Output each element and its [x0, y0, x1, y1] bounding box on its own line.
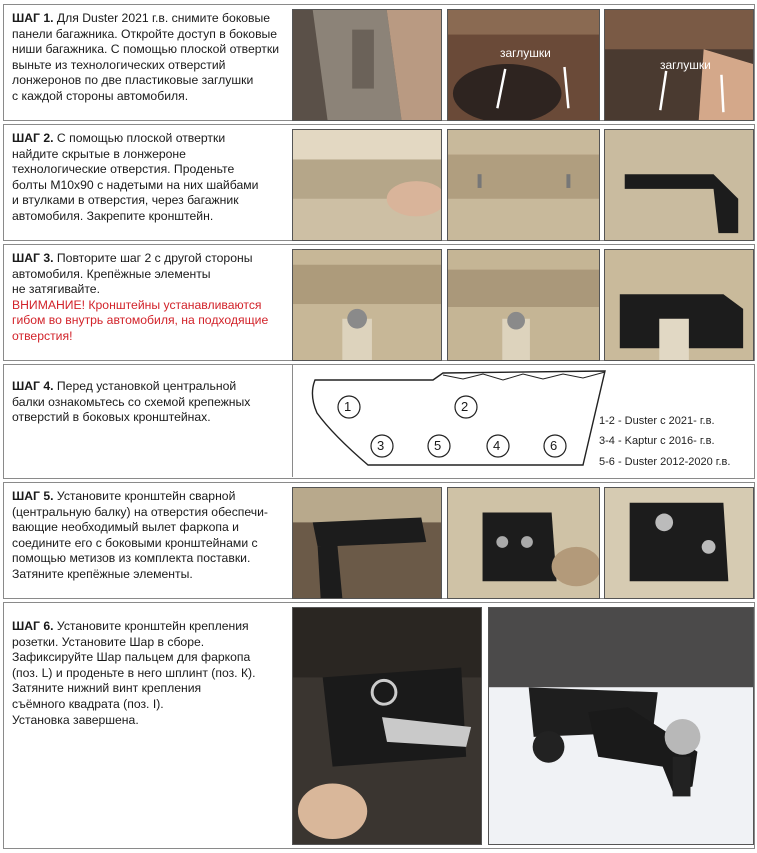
step-6 [3, 602, 755, 849]
step-1-photo-3 [604, 9, 754, 121]
legend-line-2: 3-4 - Kaptur с 2016- г.в. [599, 435, 715, 447]
step-3-photo-1 [292, 249, 442, 361]
step-1-photo-2 [447, 9, 600, 121]
step-2-text: ШАГ 2. С помощью плоской отвертки найдите скрытые в лонжероне технологические отверстия. Проденьте болты М10х90 с надетыми на них шайбами и втулками в отверстия, через багажник автомобиля. Закрепите кронштейн. [12, 131, 259, 223]
step-2-photo-3 [604, 129, 754, 241]
holes-diagram [292, 365, 755, 477]
step-1-photo-2-label: заглушки [500, 46, 551, 60]
step-1-label: ШАГ 1. [12, 11, 54, 25]
step-5 [3, 482, 755, 599]
legend-line-3: 5-6 - Duster 2012-2020 г.в. [599, 456, 731, 468]
step-6-photo-1 [292, 607, 482, 845]
step-1-photo-1 [292, 9, 442, 121]
hole-label-5: 5 [434, 438, 442, 453]
step-5-label: ШАГ 5. [12, 489, 54, 503]
step-2-photo-2 [447, 129, 600, 241]
step-3-warning-3: отверстия! [12, 328, 73, 343]
step-3-photo-2 [447, 249, 600, 361]
step-3-photo-3 [604, 249, 754, 361]
step-3-warning-2: гибом во внутрь автомобиля, на подходящие [12, 313, 269, 328]
legend-line-1: 1-2 - Duster с 2021- г.в. [599, 415, 715, 427]
step-4-label: ШАГ 4. [12, 379, 54, 393]
step-5-photo-1 [292, 487, 442, 599]
step-5-text: ШАГ 5. Установите кронштейн сварной (центральную балку) на отверстия обеспечи- вающие необходимый вылет фаркопа и соедините его с боковыми кронштейнами с помощью метизов из комплекта поставки. Затяните крепёжные элементы. [12, 489, 268, 581]
step-4-text: ШАГ 4. Перед установкой центральной балки ознакомьтесь со схемой крепежных отверстий в боковых кронштейнах. [12, 379, 251, 425]
step-1-text: ШАГ 1. Для Duster 2021 г.в. снимите боковые панели багажника. Откройте доступ в боковые ниши багажника. С помощью плоской отвертки выньте из технологических отверстий лонжеронов по две пластиковые заглушки с каждой стороны автомобиля. [12, 11, 280, 103]
hole-label-4: 4 [493, 438, 501, 453]
step-3-text: ШАГ 3. Повторите шаг 2 с другой стороны автомобиля. Крепёжные элементы не затягивайте. ВНИМАНИЕ! Кронштейны устанавливаются гибом во внутрь автомобиля, на подходящие отверстия! [12, 251, 269, 343]
step-1-photo-3-label: заглушки [660, 58, 711, 72]
step-6-photo-2 [488, 607, 754, 845]
step-2 [3, 124, 755, 241]
step-3 [3, 244, 755, 361]
hole-label-2: 2 [461, 399, 469, 414]
step-6-label: ШАГ 6. [12, 619, 54, 633]
step-2-label: ШАГ 2. [12, 131, 54, 145]
step-2-photo-1 [292, 129, 442, 241]
step-4 [3, 364, 755, 479]
step-6-text: ШАГ 6. Установите кронштейн крепления розетки. Установите Шар в сборе. Зафиксируйте Шар пальцем для фаркопа (поз. L) и проденьте в него шплинт (поз. К). Затяните нижний винт крепления съёмного квадрата (поз. I). Установка завершена. [12, 619, 256, 727]
step-3-warning-1: ВНИМАНИЕ! Кронштейны устанавливаются [12, 297, 262, 312]
step-5-photo-3 [604, 487, 754, 599]
step-5-photo-2 [447, 487, 600, 599]
step-1 [3, 4, 755, 121]
hole-label-1: 1 [344, 399, 352, 414]
hole-label-6: 6 [550, 438, 558, 453]
step-3-label: ШАГ 3. [12, 251, 54, 265]
hole-label-3: 3 [377, 438, 385, 453]
